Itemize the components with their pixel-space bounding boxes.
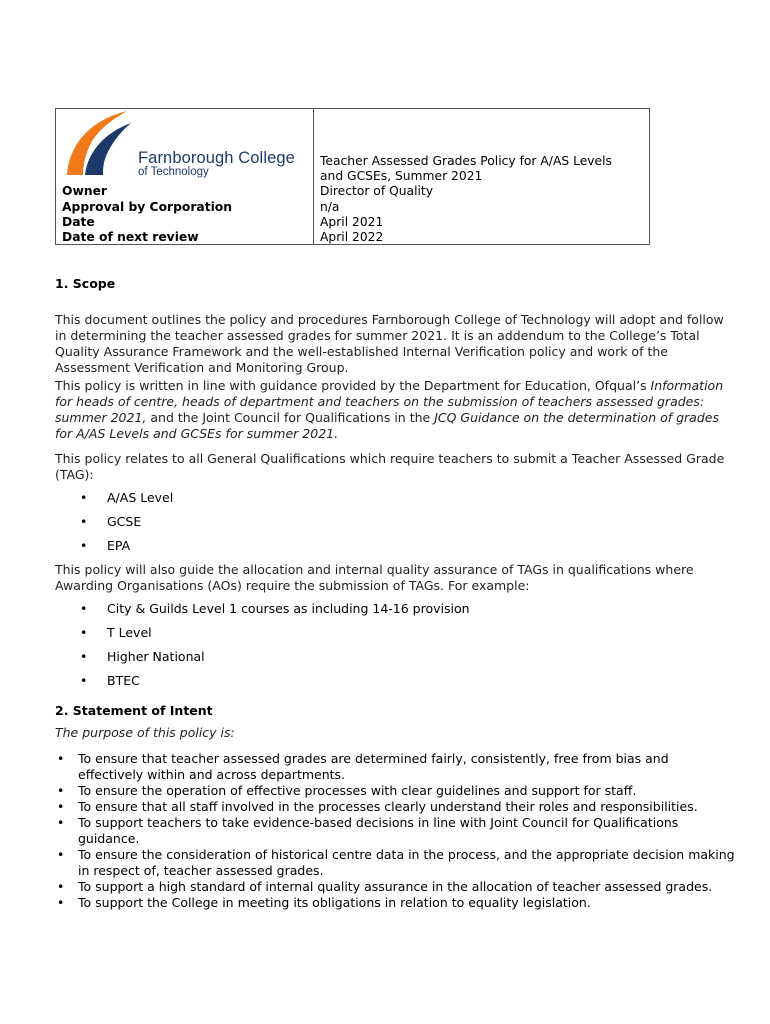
list-item: • EPA <box>80 538 173 562</box>
qualification-list <box>80 490 173 562</box>
next-review-label: Date of next review <box>62 230 199 244</box>
scope-paragraph-4: This policy will also guide the allocation and internal quality assurance of TAGs in qualifications where Awarding Organisations (AOs) require the submission of TAGs. For example: <box>55 562 694 593</box>
scope-paragraph-1: This document outlines the policy and procedures Farnborough College of Technology will adopt and follow in determining the teacher assessed grades for summer 2021. It is an addendum to the College’s Total Quality Assurance Framework and the well-established Internal Verification policy and work of the Assessment Verification and Monitoring Group. <box>55 312 724 375</box>
list-item: • To ensure that all staff involved in the processes clearly understand their roles and responsibilities. <box>55 799 735 815</box>
section-heading-intent: 2. Statement of Intent <box>55 703 213 718</box>
list-item: • To support teachers to take evidence-based decisions in line with Joint Council for Qualifications guidance. <box>55 815 735 847</box>
policy-header-table <box>55 108 650 245</box>
list-item: • A/AS Level <box>80 490 173 514</box>
college-logo <box>61 109 311 184</box>
intent-list <box>55 751 735 911</box>
list-item: • To ensure that teacher assessed grades are determined fairly, consistently, free from bias and effectively within and across departments. <box>55 751 735 783</box>
example-qualification-list <box>80 601 470 697</box>
owner-value: Director of Quality <box>320 184 434 198</box>
list-item: • City & Guilds Level 1 courses as including 14-16 provision <box>80 601 470 625</box>
list-item: • To support the College in meeting its obligations in relation to equality legislation. <box>55 895 735 911</box>
section-heading-scope: 1. Scope <box>55 276 116 291</box>
list-item: • GCSE <box>80 514 173 538</box>
intent-intro: The purpose of this policy is: <box>55 725 235 740</box>
logo-text-name: Farnborough College <box>138 149 295 167</box>
p2-text-c: and the Joint Council for Qualifications in the <box>146 410 435 425</box>
approval-label: Approval by Corporation <box>62 200 232 214</box>
owner-label: Owner <box>62 184 107 198</box>
list-item: • BTEC <box>80 673 470 697</box>
list-item: • Higher National <box>80 649 470 673</box>
date-value: April 2021 <box>320 215 384 229</box>
logo-text-sub: of Technology <box>138 166 209 178</box>
p2-text-a: This policy is written in line with guidance provided by the Department for Education, Ofqual’s <box>55 378 651 393</box>
list-item: • To ensure the consideration of historical centre data in the process, and the appropriate decision making in respect of, teacher assessed grades. <box>55 847 735 879</box>
policy-title-line-1: Teacher Assessed Grades Policy for A/AS Levels <box>320 154 612 168</box>
next-review-value: April 2022 <box>320 230 384 244</box>
list-item: • To support a high standard of internal quality assurance in the allocation of teacher assessed grades. <box>55 879 735 895</box>
p2-jcq-doc-title: JCQ Guidance on the determination of grades for A/AS Levels and GCSEs for summer 2021. <box>55 410 719 441</box>
list-item: • To ensure the operation of effective processes with clear guidelines and support for staff. <box>55 783 735 799</box>
table-divider <box>313 109 314 244</box>
date-label: Date <box>62 215 95 229</box>
approval-value: n/a <box>320 200 340 214</box>
scope-paragraph-3: This policy relates to all General Qualifications which require teachers to submit a Teacher Assessed Grade (TAG): <box>55 451 725 482</box>
list-item: • T Level <box>80 625 470 649</box>
policy-title-line-2: and GCSEs, Summer 2021 <box>320 169 483 183</box>
p2-ofqual-doc-title: Information for heads of centre, heads of department and teachers on the submission of teachers assessed grades: summer 2021, <box>55 378 724 425</box>
scope-paragraph-2 <box>55 378 725 442</box>
logo-swoosh-icon <box>61 109 141 184</box>
